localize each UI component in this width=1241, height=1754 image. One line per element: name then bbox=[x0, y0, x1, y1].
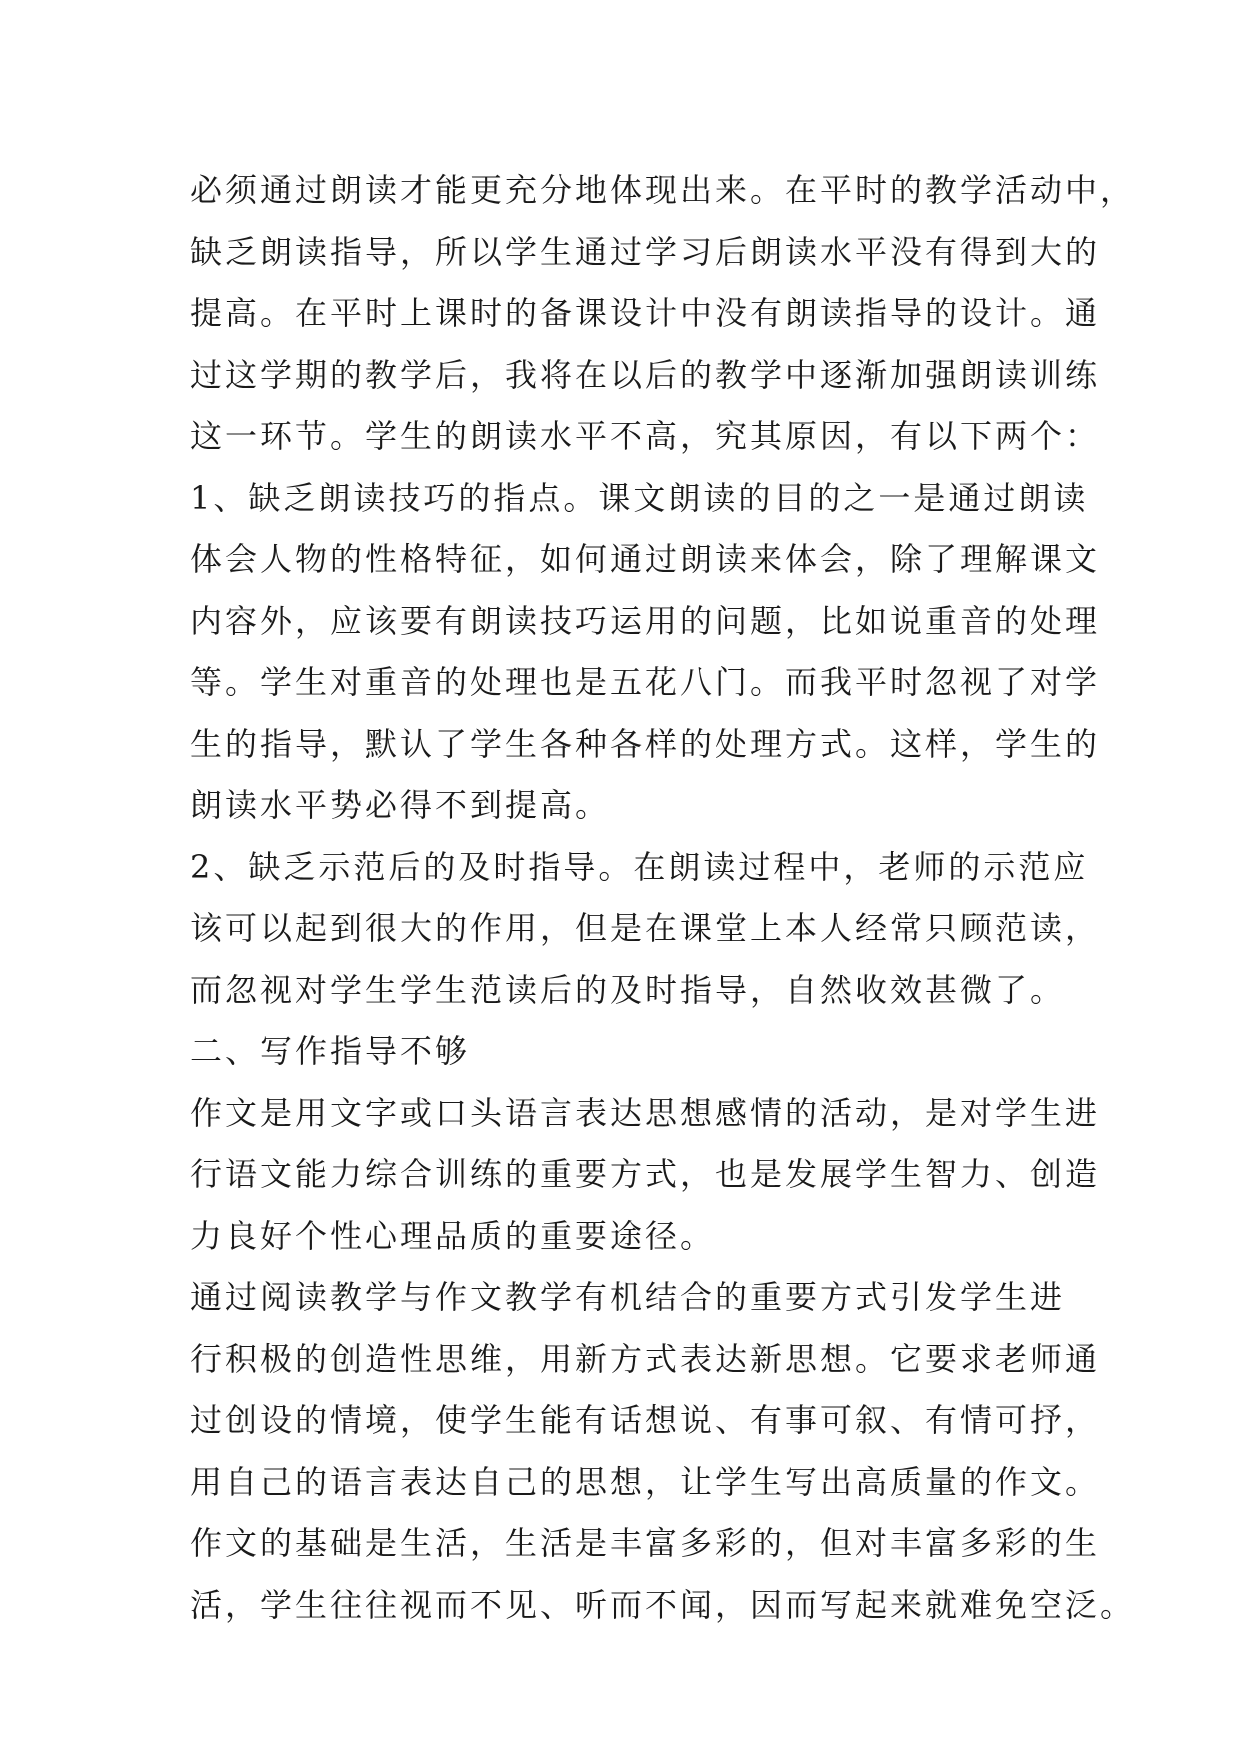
text-line: 作文的基础是生活，生活是丰富多彩的，但对丰富多彩的生 bbox=[190, 1524, 1101, 1562]
text-line: 通过阅读教学与作文教学有机结合的重要方式引发学生进 bbox=[190, 1278, 1066, 1316]
text-line: 力良好个性心理品质的重要途径。 bbox=[190, 1216, 716, 1255]
text-line: 体会人物的性格特征，如何通过朗读来体会，除了理解课文 bbox=[190, 540, 1101, 578]
text-line: 朗读水平势必得不到提高。 bbox=[190, 786, 611, 824]
text-line: 提高。在平时上课时的备课设计中没有朗读指导的设计。通 bbox=[190, 294, 1101, 332]
text-line: 这一环节。学生的朗读水平不高，究其原因，有以下两个： bbox=[190, 417, 1101, 455]
text-line: 2、缺乏示范后的及时指导。在朗读过程中，老师的示范应 bbox=[190, 847, 1089, 886]
text-line: 行积极的创造性思维，用新方式表达新思想。它要求老师通 bbox=[190, 1339, 1101, 1378]
text-line: 而忽视对学生学生范读后的及时指导，自然收效甚微了。 bbox=[190, 970, 1066, 1009]
text-line: 行语文能力综合训练的重要方式，也是发展学生智力、创造 bbox=[190, 1155, 1101, 1193]
section-heading: 二、写作指导不够 bbox=[190, 1032, 471, 1070]
text-line: 用自己的语言表达自己的思想，让学生写出高质量的作文。 bbox=[190, 1462, 1101, 1501]
text-line: 1、缺乏朗读技巧的指点。课文朗读的目的之一是通过朗读 bbox=[190, 478, 1089, 517]
text-line: 缺乏朗读指导，所以学生通过学习后朗读水平没有得到大的 bbox=[190, 232, 1101, 271]
text-line: 过创设的情境，使学生能有话想说、有事可叙、有情可抒， bbox=[190, 1401, 1101, 1439]
text-line: 活，学生往往视而不见、听而不闻，因而写起来就难免空泛。 bbox=[190, 1585, 1136, 1624]
body-text bbox=[190, 160, 1136, 1636]
text-line: 该可以起到很大的作用，但是在课堂上本人经常只顾范读， bbox=[190, 909, 1101, 947]
text-line: 作文是用文字或口头语言表达思想感情的活动，是对学生进 bbox=[190, 1093, 1101, 1132]
text-line: 等。学生对重音的处理也是五花八门。而我平时忽视了对学 bbox=[190, 663, 1101, 701]
text-line: 必须通过朗读才能更充分地体现出来。在平时的教学活动中， bbox=[190, 171, 1136, 209]
text-line: 过这学期的教学后，我将在以后的教学中逐渐加强朗读训练 bbox=[190, 355, 1101, 394]
text-line: 生的指导，默认了学生各种各样的处理方式。这样，学生的 bbox=[190, 724, 1101, 763]
text-line: 内容外，应该要有朗读技巧运用的问题，比如说重音的处理 bbox=[190, 601, 1101, 640]
